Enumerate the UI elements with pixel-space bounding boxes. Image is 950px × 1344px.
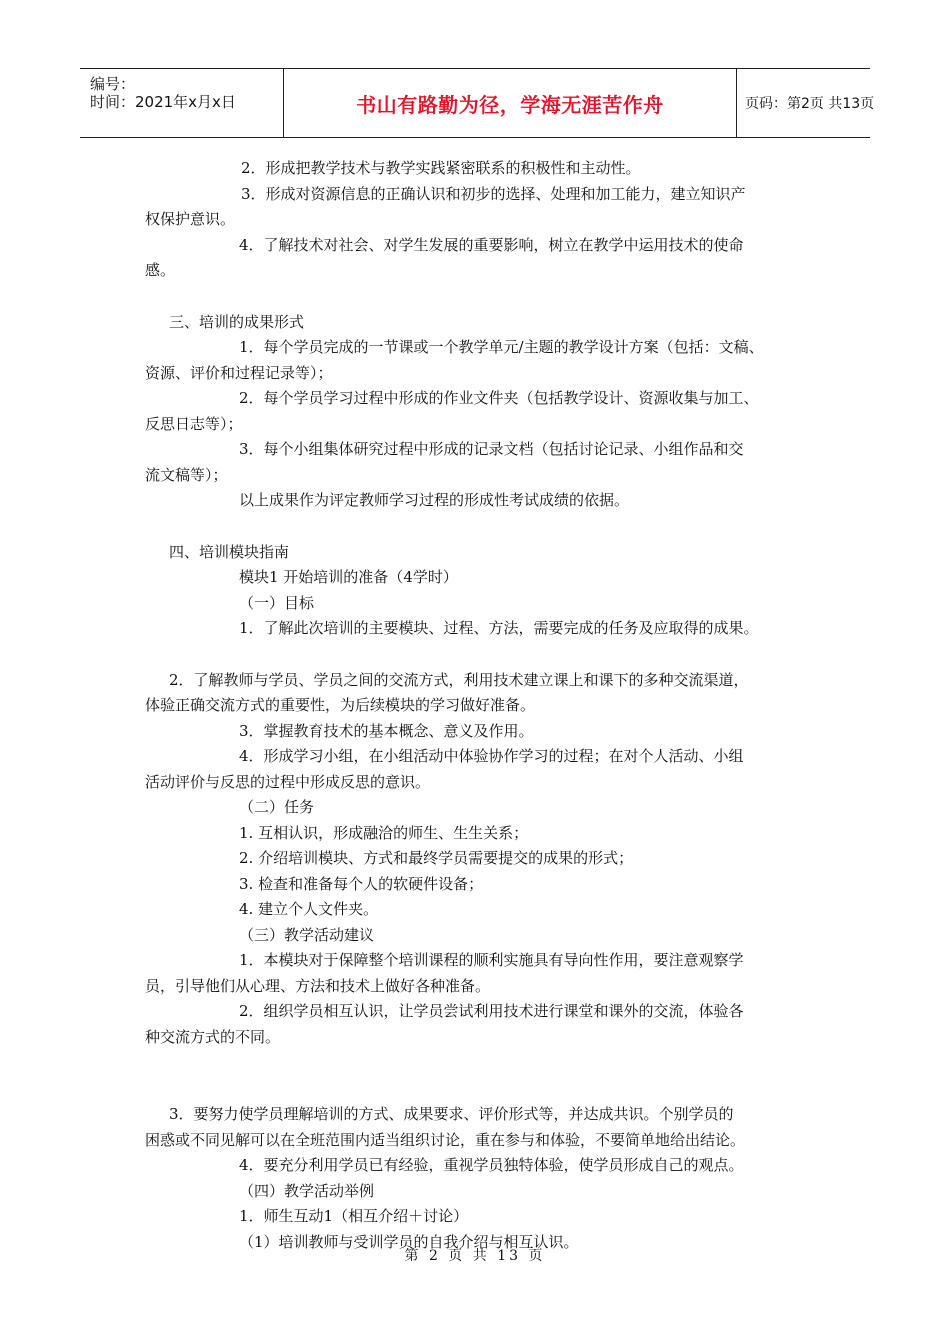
section-heading-modules: 四、培训模块指南	[169, 542, 290, 561]
outcome-item-3-line2: 流文稿等）；	[145, 465, 228, 484]
subheading-tasks: （二）任务	[239, 798, 315, 816]
spacer	[145, 1050, 825, 1102]
objective-item-4-line1: 4．了解技术对社会、对学生发展的重要影响，树立在教学中运用技术的使命	[239, 235, 744, 254]
subheading-examples: （四）教学活动举例	[239, 1181, 375, 1200]
goal-item-4-line1: 4．形成学习小组，在小组活动中体验协作学习的过程；在对个人活动、小组	[239, 747, 744, 765]
outcome-item-1-line1: 1．每个学员完成的一节课或一个教学单元/主题的教学设计方案（包括：文稿、	[239, 338, 764, 356]
suggestion-item-2-line1: 2．组织学员相互认识，让学员尝试利用技术进行课堂和课外的交流，体验各	[239, 1002, 744, 1020]
outcome-item-3-line1: 3．每个小组集体研究过程中形成的记录文档（包括讨论记录、小组作品和交	[239, 440, 744, 458]
section-heading-outcomes: 三、培训的成果形式	[169, 312, 305, 331]
outcome-summary: 以上成果作为评定教师学习过程的形成性考试成绩的依据。	[239, 491, 630, 509]
suggestion-item-1-line2: 员，引导他们从心理、方法和技术上做好各种准备。	[145, 976, 491, 995]
suggestion-item-3-line1: 3．要努力使学员理解培训的方式、成果要求、评价形式等，并达成共识。个别学员的	[169, 1105, 734, 1123]
goal-item-2-line2: 体验正确交流方式的重要性，为后续模块的学习做好准备。	[145, 696, 536, 714]
task-item-3: 3. 检查和准备每个人的软硬件设备；	[239, 874, 484, 893]
objective-item-3-line2: 权保护意识。	[145, 210, 236, 228]
goal-item-1: 1．了解此次培训的主要模块、过程、方法，需要完成的任务及应取得的成果。	[239, 619, 759, 637]
spacer	[145, 284, 825, 310]
subheading-goals: （一）目标	[239, 593, 315, 612]
suggestion-item-3-line2: 困惑或不同见解可以在全班范围内适当组织讨论，重在参与和体验，不要简单地给出结论。	[145, 1130, 746, 1149]
outcome-item-1-line2: 资源、评价和过程记录等）；	[145, 363, 333, 382]
page-footer: 第 2 页 共 13 页	[404, 1248, 546, 1264]
goal-item-2-line1: 2．了解教师与学员、学员之间的交流方式，利用技术建立课上和课下的多种交流渠道，	[169, 670, 749, 689]
suggestion-item-4: 4．要充分利用学员已有经验，重视学员独特体验，使学员形成自己的观点。	[239, 1156, 744, 1174]
document-date-label: 时间：2021年x月x日	[90, 93, 236, 111]
task-item-1: 1. 互相认识，形成融洽的师生、生生关系；	[239, 823, 529, 842]
goal-item-4-line2: 活动评价与反思的过程中形成反思的意识。	[145, 772, 431, 791]
suggestion-item-1-line1: 1．本模块对于保障整个培训课程的顺利实施具有导向性作用，要注意观察学	[239, 951, 744, 969]
document-body	[145, 156, 825, 1255]
module-title: 模块1 开始培训的准备（4学时）	[239, 568, 458, 586]
suggestion-item-2-line2: 种交流方式的不同。	[145, 1027, 281, 1046]
page-header	[80, 68, 875, 138]
outcome-item-2-line2: 反思日志等）；	[145, 414, 243, 433]
objective-item-4-line2: 感。	[145, 261, 176, 279]
spacer	[145, 514, 825, 540]
header-meta-cell	[80, 69, 283, 137]
objective-item-2: 2．形成把教学技术与教学实践紧密联系的积极性和主动性。	[241, 159, 641, 177]
objective-item-3-line1: 3．形成对资源信息的正确认识和初步的选择、处理和加工能力，建立知识产	[241, 184, 746, 203]
header-page-info: 页码：第2页 共13页	[745, 96, 875, 112]
task-item-2: 2. 介绍培训模块、方式和最终学员需要提交的成果的形式；	[239, 849, 634, 867]
example-subitem-1: （1）培训教师与受训学员的自我介绍与相互认识。	[239, 1232, 579, 1251]
header-motto: 书山有路勤为径，学海无涯苦作舟	[283, 69, 737, 137]
spacer	[145, 642, 825, 668]
task-item-4: 4. 建立个人文件夹。	[239, 900, 379, 918]
outcome-item-2-line1: 2．每个学员学习过程中形成的作业文件夹（包括教学设计、资源收集与加工、	[239, 389, 759, 407]
goal-item-3: 3．掌握教育技术的基本概念、意义及作用。	[239, 721, 534, 740]
document-number-label: 编号：	[90, 75, 136, 93]
example-item-1: 1．师生互动1（相互介绍＋讨论）	[239, 1207, 469, 1225]
subheading-suggestions: （三）教学活动建议	[239, 925, 375, 944]
